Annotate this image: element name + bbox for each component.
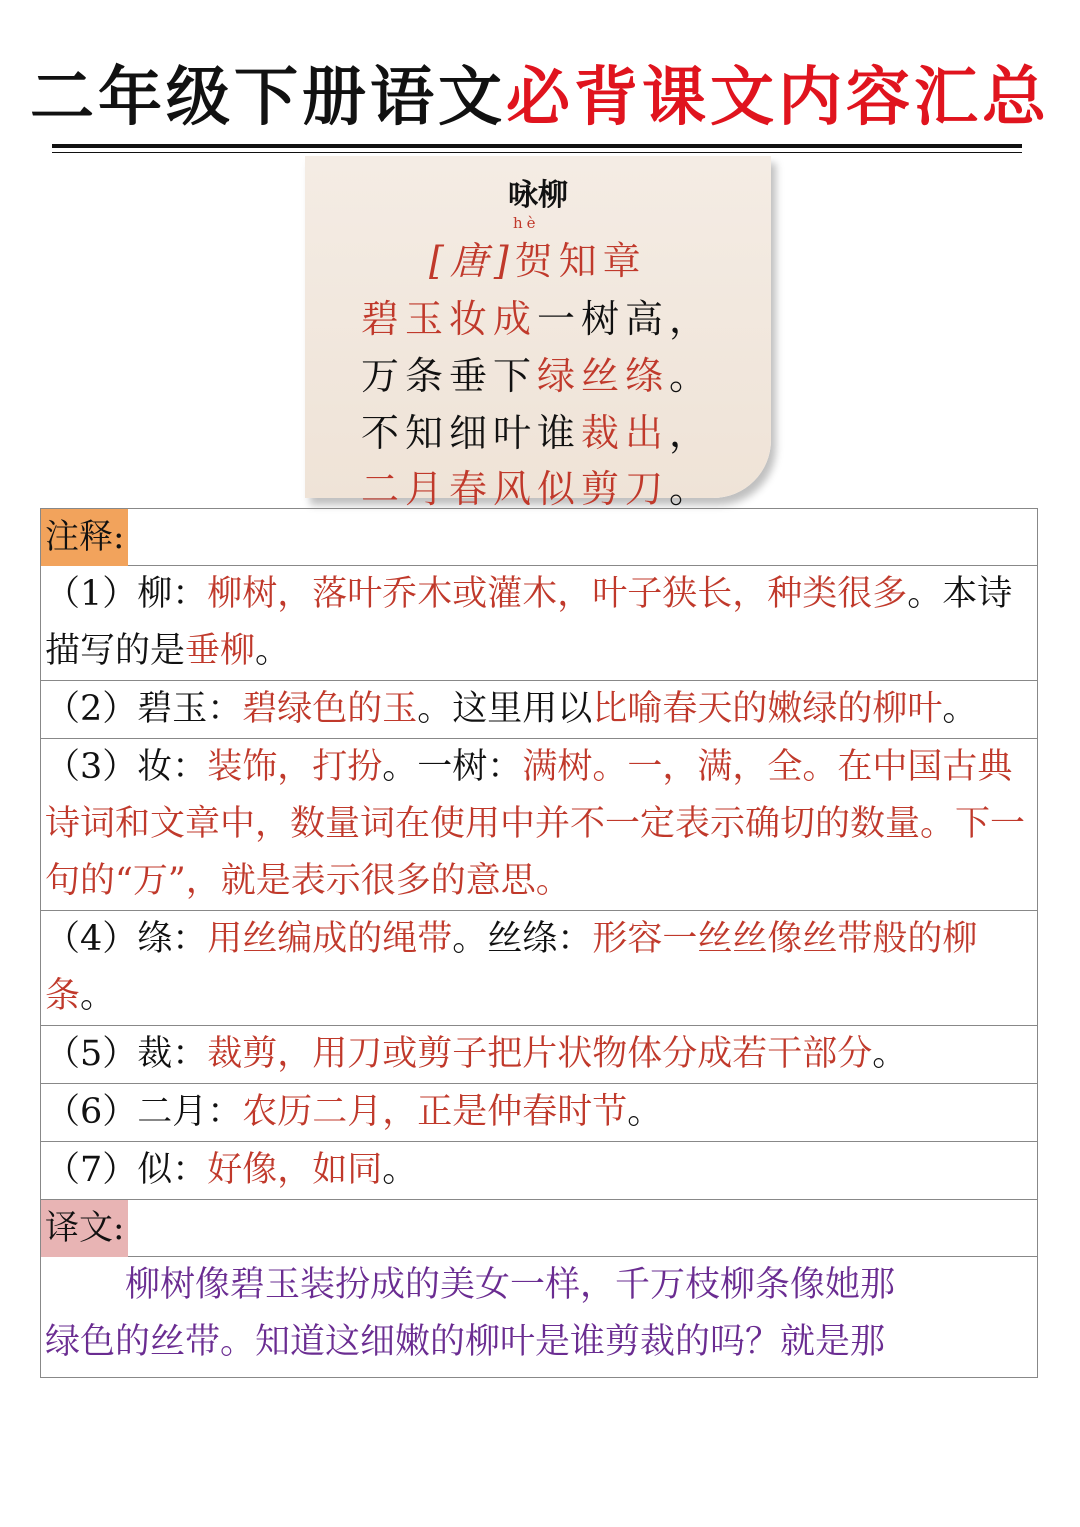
note-7-body1: 好像，如同 xyxy=(207,1150,383,1190)
title-red-part: 必背课文内容汇总 xyxy=(506,61,1050,135)
poem-line-4 xyxy=(361,458,713,513)
note-4-body3: 形容一丝丝像丝带般的柳条 xyxy=(45,919,978,1016)
title-rule-thin xyxy=(52,152,1022,153)
note-2-body1: 碧绿色的玉 xyxy=(242,689,418,729)
poem-line-1-b: 一树高， xyxy=(537,297,714,341)
author-dynasty: [唐] xyxy=(429,239,515,283)
note-5-body2: 。 xyxy=(872,1034,908,1074)
notes-table xyxy=(40,508,1038,1378)
page-title xyxy=(0,58,1080,138)
translation-label-row xyxy=(41,1200,1037,1257)
poem-line-4-a: 二月春风似剪刀 xyxy=(361,467,670,511)
note-6-body2: 。 xyxy=(627,1092,663,1132)
translation-line-2: 绿色的丝带。知道这细嫩的柳叶是谁剪裁的吗？就是那 xyxy=(45,1322,886,1362)
note-6-body1: 农历二月，正是仲春时节 xyxy=(242,1092,628,1132)
poem-line-1-a: 碧玉妆成 xyxy=(361,297,538,341)
poem-line-3-c: ， xyxy=(669,411,714,455)
note-row-6 xyxy=(41,1084,1037,1142)
note-3-body4: 。下一句的“万”，就是表示很多的意思。 xyxy=(45,804,1026,901)
title-black-part: 二年级下册语文 xyxy=(30,61,506,135)
note-1-head: （1）柳： xyxy=(45,574,208,614)
note-6-head: （6）二月： xyxy=(45,1092,243,1132)
translation-row xyxy=(41,1257,1037,1377)
note-3-body1: 装饰，打扮 xyxy=(207,747,383,787)
note-row-5 xyxy=(41,1026,1037,1084)
note-2-body2: 。这里用以 xyxy=(417,689,593,729)
poem-author xyxy=(429,230,647,285)
poem-card xyxy=(305,156,771,511)
note-1-body2: 。本诗描写的是 xyxy=(45,574,1013,671)
note-row-7 xyxy=(41,1142,1037,1200)
note-row-4 xyxy=(41,911,1037,1026)
author-name: 贺知章 xyxy=(514,239,647,283)
author-pinyin: hè xyxy=(513,214,540,232)
poem-line-2-c: 。 xyxy=(669,354,714,398)
note-3-head: （3）妆： xyxy=(45,747,208,787)
note-4-body4: 。 xyxy=(80,976,116,1016)
note-2-body3: 比喻春天的嫩绿的柳叶 xyxy=(592,689,943,729)
note-5-body1: 裁剪，用刀或剪子把片状物体分成若干部分 xyxy=(207,1034,873,1074)
note-1-body1: 柳树，落叶乔木或灌木，叶子狭长，种类很多 xyxy=(207,574,908,614)
note-1-body3: 垂柳 xyxy=(185,631,256,671)
poem-line-4-b: 。 xyxy=(669,467,714,511)
poem-line-3-a: 不知细叶谁 xyxy=(361,411,582,455)
note-row-1 xyxy=(41,566,1037,681)
note-4-head: （4）绦： xyxy=(45,919,208,959)
translation-label: 译文: xyxy=(41,1200,128,1257)
note-3-body3: 满树。一，满，全。在中国古典诗词和文章中，数量词在使用中并不一定表示确切的数量 xyxy=(45,747,1013,844)
note-3-body2: 。一树： xyxy=(382,747,523,787)
notes-label: 注释: xyxy=(41,509,128,566)
poem-line-2-b: 绿丝绦 xyxy=(537,354,670,398)
note-4-body1: 用丝编成的绳带 xyxy=(207,919,453,959)
poem-line-1 xyxy=(361,288,713,343)
poem-line-3-b: 裁出 xyxy=(581,411,670,455)
note-row-2 xyxy=(41,681,1037,739)
note-1-body4: 。 xyxy=(255,631,291,671)
poem-title: 咏柳 xyxy=(508,178,568,213)
note-row-3 xyxy=(41,739,1037,911)
title-rule-thick xyxy=(52,144,1022,148)
translation-line-1: 柳树像碧玉装扮成的美女一样，千万枝柳条像她那 xyxy=(125,1265,896,1305)
note-5-head: （5）裁： xyxy=(45,1034,208,1074)
poem-line-2-a: 万条垂下 xyxy=(361,354,538,398)
note-4-body2: 。丝绦： xyxy=(452,919,593,959)
note-2-body4: 。 xyxy=(942,689,978,729)
poem-line-2 xyxy=(361,345,713,400)
note-7-head: （7）似： xyxy=(45,1150,208,1190)
note-7-body2: 。 xyxy=(382,1150,418,1190)
note-2-head: （2）碧玉： xyxy=(45,689,243,729)
notes-label-row xyxy=(41,509,1037,566)
poem-line-3 xyxy=(361,402,713,457)
